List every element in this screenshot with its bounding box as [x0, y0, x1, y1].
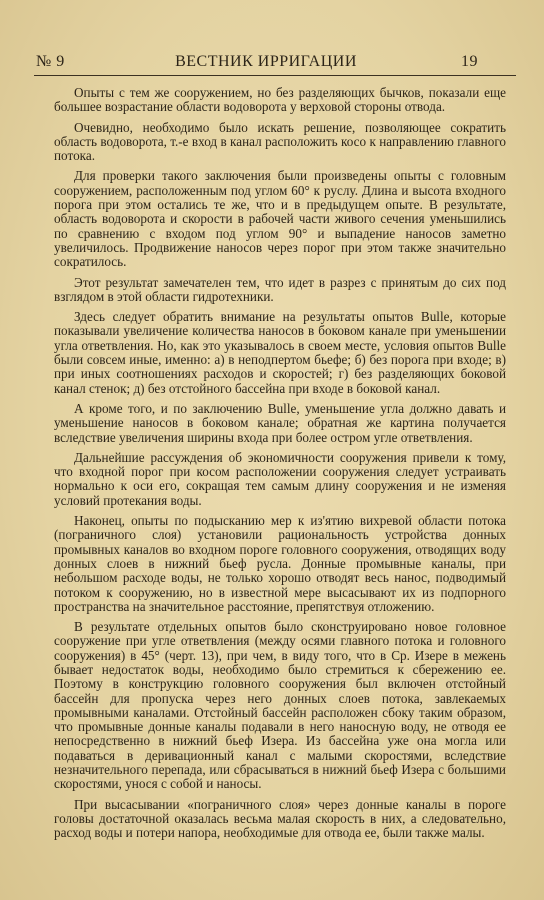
- paragraph: При высасывании «пограничного слоя» через донные каналы в пороге головы достаточной оказалась весьма малая скорость в них, а следовательно, расход воды и потери напора, необходимые для отвода ее, были также малы.: [54, 796, 506, 841]
- paragraph: Для проверки такого заключения были произведены опыты с головным сооружением, расположенным под углом 60° к руслу. Длина и высота входного порога при этом остались те же, что и в предыдущем опыте. В результате, область водоворота и скорости в рабочей части живого сечения уменьшились по сравнению с входом под углом 90° и выпадение наносов заметно увеличилось. Продвижение наносов через порог при этом также значительно сократилось.: [54, 168, 506, 270]
- header-rule: [34, 75, 516, 76]
- paragraph: Дальнейшие рассуждения об экономичности сооружения привели к тому, что входной порог при косом расположении сооружения следует устраивать нормально к оси его, сокращая тем самым длину сооружения и не изменяя условий протекания воды.: [54, 449, 506, 508]
- paragraph: Этот результат замечателен тем, что идет в разрез с принятым до сих под взглядом в этой области гидротехники.: [54, 274, 506, 304]
- paragraph: А кроме того, и по заключению Bulle, уменьшение угла должно давать и уменьшение наносов в боковом канале; обратная же картина получается вследствие увеличения ширины входа при более остром угле ответвления.: [54, 400, 506, 445]
- page-number: 19: [461, 53, 478, 70]
- paragraph: Очевидно, необходимо было искать решение, позволяющее сократить область водоворота, т.-е вход в канал расположить косо к направлению главного потока.: [54, 119, 506, 164]
- paragraph: Опыты с тем же сооружением, но без разделяющих бычков, показали еще большее возрастание области водоворота у верховой стороны отвода.: [54, 85, 506, 115]
- page-header: [30, 50, 502, 74]
- paragraph: В результате отдельных опытов было сконструировано новое головное сооружение при угле ответвления (между осями главного потока и головного сооружения) в 45° (черт. 13), при чем, в виду того, что в Ср. Изере в межень бывает недостаток воды, необходимо было стремиться к сбережению ее. Поэтому в конструкцию головного сооружения был включен отстойный бассейн для пропуска через него донных слоев потока, завлекаемых промывными каналами. Отстойный бассейн расположен сбоку таким образом, что промывные донные каналы подавали в него наносную воду, не отводя ее непосредственно в нижний бьеф Изера. Из бассейна уже она могла или подаваться в деривационный канал с малыми скоростями, вследствие незначительного перепада, или сбрасываться в нижний бьеф Изера с большими скоростями, унося с собой и наносы.: [54, 619, 506, 792]
- paragraph: Здесь следует обратить внимание на результаты опытов Bulle, которые показывали увеличение количества наносов в боковом канале при уменьшении угла ответвления. Но, как это указывалось в своем месте, условия опытов Bulle были совсем иные, именно: а) в неподпертом бьефе; б) без порога при входе; в) при иных соотношениях расходов и скоростей; г) без разделяющих боковой канал стенок; д) без отстойного бассейна при входе в боковой канал.: [54, 309, 506, 396]
- journal-title: ВЕСТНИК ИРРИГАЦИИ: [175, 53, 357, 70]
- paragraph: Наконец, опыты по подысканию мер к из'ятию вихревой области потока (пограничного слоя) установили рациональность устройства донных промывных каналов во входном пороге головного сооружения, отводящих воду донных слоев в нижний бьеф русла. Донные промывные каналы, при небольшом расходе воды, не только хорошо отводят весь нанос, подводимый потоком к сооружению, но в известной мере высасывают их из подпорного пространства на значительное расстояние, препятствуя отложению.: [54, 513, 506, 614]
- issue-number: № 9: [36, 53, 65, 70]
- article-body: [54, 86, 506, 847]
